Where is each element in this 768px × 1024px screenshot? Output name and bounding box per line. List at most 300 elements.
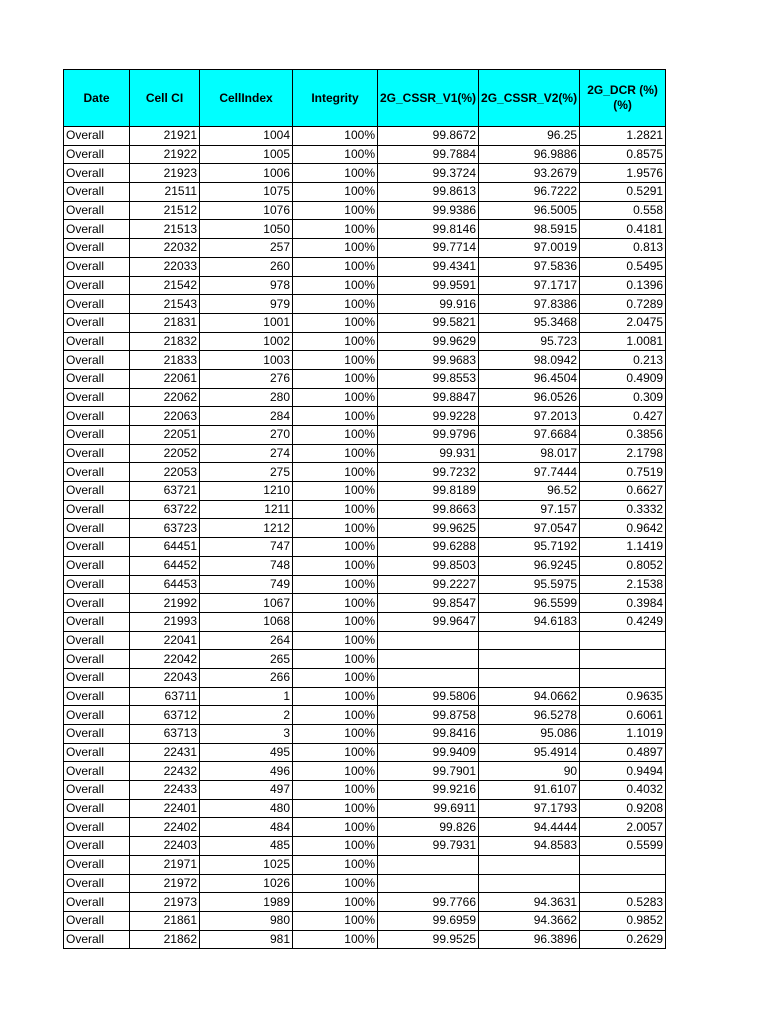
cssr-v1-cell: 99.9683 <box>378 351 479 370</box>
dcr-cell: 0.9635 <box>580 687 666 706</box>
cell-index-cell: 1989 <box>200 893 293 912</box>
cssr-v2-cell: 96.5278 <box>479 706 580 725</box>
table-row <box>64 127 666 146</box>
cell-ci-cell: 22033 <box>130 257 200 276</box>
header-cssr-v2: 2G_CSSR_V2(%) <box>479 70 580 127</box>
table-row <box>64 388 666 407</box>
cell-index-cell: 978 <box>200 276 293 295</box>
dcr-cell: 0.213 <box>580 351 666 370</box>
table-row <box>64 220 666 239</box>
integrity-cell: 100% <box>293 575 378 594</box>
integrity-cell: 100% <box>293 444 378 463</box>
table-row <box>64 930 666 949</box>
date-cell: Overall <box>64 650 130 669</box>
dcr-cell: 0.5599 <box>580 837 666 856</box>
cell-ci-cell: 22433 <box>130 781 200 800</box>
table-row <box>64 762 666 781</box>
cssr-v1-cell: 99.9386 <box>378 201 479 220</box>
cssr-v2-cell: 95.3468 <box>479 313 580 332</box>
dcr-cell: 0.6061 <box>580 706 666 725</box>
cell-index-cell: 1003 <box>200 351 293 370</box>
integrity-cell: 100% <box>293 855 378 874</box>
table-row <box>64 295 666 314</box>
cell-ci-cell: 21861 <box>130 911 200 930</box>
kpi-table <box>63 69 666 949</box>
table-row <box>64 519 666 538</box>
cell-index-cell: 1067 <box>200 594 293 613</box>
table-row <box>64 668 666 687</box>
table-row <box>64 257 666 276</box>
cell-index-cell: 1005 <box>200 145 293 164</box>
cssr-v2-cell: 95.723 <box>479 332 580 351</box>
date-cell: Overall <box>64 668 130 687</box>
cssr-v2-cell: 93.2679 <box>479 164 580 183</box>
table-row <box>64 276 666 295</box>
cell-index-cell: 748 <box>200 556 293 575</box>
integrity-cell: 100% <box>293 407 378 426</box>
dcr-cell <box>580 855 666 874</box>
cssr-v2-cell: 94.3662 <box>479 911 580 930</box>
cell-ci-cell: 22401 <box>130 799 200 818</box>
table-row <box>64 369 666 388</box>
cell-index-cell: 1 <box>200 687 293 706</box>
cell-ci-cell: 63711 <box>130 687 200 706</box>
dcr-cell: 0.9208 <box>580 799 666 818</box>
cssr-v1-cell: 99.9629 <box>378 332 479 351</box>
cssr-v2-cell <box>479 650 580 669</box>
integrity-cell: 100% <box>293 164 378 183</box>
date-cell: Overall <box>64 556 130 575</box>
cssr-v2-cell: 98.5915 <box>479 220 580 239</box>
table-row <box>64 444 666 463</box>
cssr-v2-cell <box>479 631 580 650</box>
table-row <box>64 725 666 744</box>
cssr-v2-cell: 90 <box>479 762 580 781</box>
date-cell: Overall <box>64 276 130 295</box>
cell-ci-cell: 21921 <box>130 127 200 146</box>
date-cell: Overall <box>64 930 130 949</box>
dcr-cell: 0.3984 <box>580 594 666 613</box>
integrity-cell: 100% <box>293 612 378 631</box>
table-row <box>64 743 666 762</box>
date-cell: Overall <box>64 201 130 220</box>
cell-ci-cell: 22403 <box>130 837 200 856</box>
dcr-cell: 0.7519 <box>580 463 666 482</box>
cssr-v1-cell: 99.9647 <box>378 612 479 631</box>
cell-ci-cell: 21833 <box>130 351 200 370</box>
integrity-cell: 100% <box>293 837 378 856</box>
cell-ci-cell: 22041 <box>130 631 200 650</box>
date-cell: Overall <box>64 239 130 258</box>
cell-ci-cell: 64451 <box>130 538 200 557</box>
header-row <box>64 70 666 127</box>
dcr-cell: 0.9852 <box>580 911 666 930</box>
cell-index-cell: 1050 <box>200 220 293 239</box>
cssr-v2-cell: 96.0526 <box>479 388 580 407</box>
cssr-v2-cell: 94.0662 <box>479 687 580 706</box>
integrity-cell: 100% <box>293 201 378 220</box>
cssr-v1-cell: 99.7901 <box>378 762 479 781</box>
cell-index-cell: 1076 <box>200 201 293 220</box>
cell-ci-cell: 63722 <box>130 500 200 519</box>
cssr-v2-cell: 94.4444 <box>479 818 580 837</box>
dcr-cell: 0.4032 <box>580 781 666 800</box>
table-row <box>64 145 666 164</box>
integrity-cell: 100% <box>293 332 378 351</box>
cssr-v1-cell: 99.5821 <box>378 313 479 332</box>
integrity-cell: 100% <box>293 482 378 501</box>
integrity-cell: 100% <box>293 276 378 295</box>
cssr-v1-cell: 99.8613 <box>378 183 479 202</box>
cssr-v1-cell: 99.6911 <box>378 799 479 818</box>
dcr-cell: 0.8052 <box>580 556 666 575</box>
cssr-v2-cell: 95.7192 <box>479 538 580 557</box>
cell-index-cell: 480 <box>200 799 293 818</box>
cssr-v1-cell: 99.6959 <box>378 911 479 930</box>
cell-index-cell: 495 <box>200 743 293 762</box>
integrity-cell: 100% <box>293 743 378 762</box>
integrity-cell: 100% <box>293 351 378 370</box>
table-row <box>64 874 666 893</box>
cssr-v1-cell: 99.9591 <box>378 276 479 295</box>
table-row <box>64 893 666 912</box>
integrity-cell: 100% <box>293 538 378 557</box>
cssr-v2-cell: 91.6107 <box>479 781 580 800</box>
dcr-cell <box>580 650 666 669</box>
cell-index-cell: 747 <box>200 538 293 557</box>
dcr-cell: 1.0081 <box>580 332 666 351</box>
date-cell: Overall <box>64 145 130 164</box>
cssr-v1-cell: 99.8553 <box>378 369 479 388</box>
cssr-v1-cell: 99.9228 <box>378 407 479 426</box>
cell-index-cell: 1026 <box>200 874 293 893</box>
date-cell: Overall <box>64 127 130 146</box>
dcr-cell <box>580 874 666 893</box>
cssr-v2-cell: 97.157 <box>479 500 580 519</box>
dcr-cell: 0.4909 <box>580 369 666 388</box>
dcr-cell: 0.7289 <box>580 295 666 314</box>
cssr-v1-cell: 99.8847 <box>378 388 479 407</box>
table-row <box>64 818 666 837</box>
table-row <box>64 183 666 202</box>
cell-ci-cell: 21922 <box>130 145 200 164</box>
integrity-cell: 100% <box>293 594 378 613</box>
date-cell: Overall <box>64 519 130 538</box>
header-cell-ci: Cell CI <box>130 70 200 127</box>
table-row <box>64 500 666 519</box>
cssr-v2-cell: 95.5975 <box>479 575 580 594</box>
dcr-cell: 0.5495 <box>580 257 666 276</box>
cell-ci-cell: 21831 <box>130 313 200 332</box>
date-cell: Overall <box>64 893 130 912</box>
cell-ci-cell: 22042 <box>130 650 200 669</box>
integrity-cell: 100% <box>293 369 378 388</box>
cssr-v2-cell: 94.3631 <box>479 893 580 912</box>
cell-ci-cell: 21862 <box>130 930 200 949</box>
table-row <box>64 855 666 874</box>
date-cell: Overall <box>64 594 130 613</box>
cssr-v2-cell: 97.1717 <box>479 276 580 295</box>
cell-index-cell: 1210 <box>200 482 293 501</box>
cssr-v1-cell: 99.8663 <box>378 500 479 519</box>
cell-ci-cell: 21971 <box>130 855 200 874</box>
cell-index-cell: 485 <box>200 837 293 856</box>
dcr-cell: 0.6627 <box>580 482 666 501</box>
cssr-v2-cell: 96.7222 <box>479 183 580 202</box>
cssr-v2-cell <box>479 668 580 687</box>
cssr-v1-cell: 99.9796 <box>378 426 479 445</box>
cell-ci-cell: 22062 <box>130 388 200 407</box>
dcr-cell: 0.309 <box>580 388 666 407</box>
cssr-v1-cell: 99.3724 <box>378 164 479 183</box>
cssr-v1-cell: 99.9625 <box>378 519 479 538</box>
cell-ci-cell: 21832 <box>130 332 200 351</box>
cell-index-cell: 260 <box>200 257 293 276</box>
cell-ci-cell: 22432 <box>130 762 200 781</box>
cell-ci-cell: 21542 <box>130 276 200 295</box>
date-cell: Overall <box>64 500 130 519</box>
integrity-cell: 100% <box>293 500 378 519</box>
dcr-cell: 0.4897 <box>580 743 666 762</box>
table-row <box>64 556 666 575</box>
table-row <box>64 687 666 706</box>
date-cell: Overall <box>64 911 130 930</box>
dcr-cell <box>580 631 666 650</box>
cssr-v1-cell: 99.9525 <box>378 930 479 949</box>
dcr-cell: 0.2629 <box>580 930 666 949</box>
cell-index-cell: 257 <box>200 239 293 258</box>
cell-index-cell: 276 <box>200 369 293 388</box>
integrity-cell: 100% <box>293 706 378 725</box>
cssr-v2-cell: 96.25 <box>479 127 580 146</box>
dcr-cell: 1.1019 <box>580 725 666 744</box>
table-row <box>64 594 666 613</box>
cell-ci-cell: 21511 <box>130 183 200 202</box>
table-row <box>64 407 666 426</box>
integrity-cell: 100% <box>293 762 378 781</box>
cssr-v2-cell: 96.9886 <box>479 145 580 164</box>
cell-index-cell: 980 <box>200 911 293 930</box>
cssr-v2-cell: 96.3896 <box>479 930 580 949</box>
cell-ci-cell: 63712 <box>130 706 200 725</box>
cell-ci-cell: 22402 <box>130 818 200 837</box>
integrity-cell: 100% <box>293 313 378 332</box>
cssr-v1-cell: 99.5806 <box>378 687 479 706</box>
cssr-v2-cell: 96.5005 <box>479 201 580 220</box>
date-cell: Overall <box>64 799 130 818</box>
cell-index-cell: 266 <box>200 668 293 687</box>
date-cell: Overall <box>64 837 130 856</box>
cell-ci-cell: 22431 <box>130 743 200 762</box>
cell-index-cell: 981 <box>200 930 293 949</box>
cell-index-cell: 1006 <box>200 164 293 183</box>
integrity-cell: 100% <box>293 295 378 314</box>
cell-index-cell: 265 <box>200 650 293 669</box>
cell-ci-cell: 21972 <box>130 874 200 893</box>
date-cell: Overall <box>64 407 130 426</box>
cssr-v1-cell: 99.2227 <box>378 575 479 594</box>
cell-ci-cell: 21513 <box>130 220 200 239</box>
date-cell: Overall <box>64 313 130 332</box>
date-cell: Overall <box>64 855 130 874</box>
date-cell: Overall <box>64 631 130 650</box>
cell-index-cell: 979 <box>200 295 293 314</box>
integrity-cell: 100% <box>293 463 378 482</box>
cell-ci-cell: 21993 <box>130 612 200 631</box>
table-row <box>64 164 666 183</box>
cell-ci-cell: 21973 <box>130 893 200 912</box>
date-cell: Overall <box>64 874 130 893</box>
table-row <box>64 575 666 594</box>
date-cell: Overall <box>64 295 130 314</box>
cssr-v1-cell: 99.7714 <box>378 239 479 258</box>
table-row <box>64 781 666 800</box>
cssr-v1-cell: 99.7931 <box>378 837 479 856</box>
date-cell: Overall <box>64 351 130 370</box>
cell-index-cell: 1068 <box>200 612 293 631</box>
date-cell: Overall <box>64 538 130 557</box>
cssr-v1-cell: 99.8189 <box>378 482 479 501</box>
dcr-cell: 0.5283 <box>580 893 666 912</box>
integrity-cell: 100% <box>293 239 378 258</box>
integrity-cell: 100% <box>293 519 378 538</box>
cssr-v2-cell: 98.0942 <box>479 351 580 370</box>
date-cell: Overall <box>64 575 130 594</box>
cell-ci-cell: 21512 <box>130 201 200 220</box>
date-cell: Overall <box>64 444 130 463</box>
date-cell: Overall <box>64 612 130 631</box>
header-dcr: 2G_DCR (%)(%) <box>580 70 666 127</box>
integrity-cell: 100% <box>293 818 378 837</box>
table-row <box>64 706 666 725</box>
integrity-cell: 100% <box>293 183 378 202</box>
cssr-v2-cell: 97.0547 <box>479 519 580 538</box>
table-row <box>64 911 666 930</box>
date-cell: Overall <box>64 463 130 482</box>
cell-index-cell: 1004 <box>200 127 293 146</box>
cell-index-cell: 2 <box>200 706 293 725</box>
cssr-v1-cell: 99.8758 <box>378 706 479 725</box>
cell-index-cell: 496 <box>200 762 293 781</box>
dcr-cell: 1.1419 <box>580 538 666 557</box>
table-row <box>64 313 666 332</box>
integrity-cell: 100% <box>293 145 378 164</box>
table-row <box>64 538 666 557</box>
dcr-cell: 1.9576 <box>580 164 666 183</box>
cell-ci-cell: 64453 <box>130 575 200 594</box>
date-cell: Overall <box>64 257 130 276</box>
cssr-v2-cell <box>479 855 580 874</box>
date-cell: Overall <box>64 220 130 239</box>
date-cell: Overall <box>64 706 130 725</box>
cssr-v1-cell: 99.916 <box>378 295 479 314</box>
date-cell: Overall <box>64 687 130 706</box>
date-cell: Overall <box>64 781 130 800</box>
date-cell: Overall <box>64 164 130 183</box>
cssr-v2-cell: 97.2013 <box>479 407 580 426</box>
integrity-cell: 100% <box>293 127 378 146</box>
dcr-cell: 2.0057 <box>580 818 666 837</box>
cssr-v1-cell <box>378 650 479 669</box>
dcr-cell: 0.9642 <box>580 519 666 538</box>
cell-index-cell: 1212 <box>200 519 293 538</box>
cssr-v1-cell: 99.7766 <box>378 893 479 912</box>
cssr-v2-cell: 96.4504 <box>479 369 580 388</box>
integrity-cell: 100% <box>293 725 378 744</box>
date-cell: Overall <box>64 818 130 837</box>
cssr-v2-cell: 97.6684 <box>479 426 580 445</box>
cell-ci-cell: 22061 <box>130 369 200 388</box>
integrity-cell: 100% <box>293 650 378 669</box>
header-integrity: Integrity <box>293 70 378 127</box>
integrity-cell: 100% <box>293 220 378 239</box>
cssr-v1-cell: 99.4341 <box>378 257 479 276</box>
header-date: Date <box>64 70 130 127</box>
cssr-v1-cell: 99.7884 <box>378 145 479 164</box>
cssr-v1-cell: 99.8146 <box>378 220 479 239</box>
dcr-cell: 0.3856 <box>580 426 666 445</box>
cssr-v2-cell: 97.5836 <box>479 257 580 276</box>
cssr-v1-cell <box>378 668 479 687</box>
cssr-v2-cell: 96.5599 <box>479 594 580 613</box>
table-row <box>64 799 666 818</box>
date-cell: Overall <box>64 369 130 388</box>
dcr-cell: 0.558 <box>580 201 666 220</box>
integrity-cell: 100% <box>293 893 378 912</box>
cssr-v2-cell: 96.52 <box>479 482 580 501</box>
cell-index-cell: 274 <box>200 444 293 463</box>
table-row <box>64 631 666 650</box>
dcr-cell: 0.5291 <box>580 183 666 202</box>
dcr-cell: 0.3332 <box>580 500 666 519</box>
dcr-cell: 0.4249 <box>580 612 666 631</box>
dcr-cell: 2.0475 <box>580 313 666 332</box>
cell-ci-cell: 21543 <box>130 295 200 314</box>
table-row <box>64 201 666 220</box>
table-row <box>64 239 666 258</box>
table-body <box>64 127 666 949</box>
cssr-v1-cell: 99.8416 <box>378 725 479 744</box>
cell-index-cell: 1211 <box>200 500 293 519</box>
date-cell: Overall <box>64 743 130 762</box>
integrity-cell: 100% <box>293 426 378 445</box>
cell-index-cell: 264 <box>200 631 293 650</box>
header-cell-index: CellIndex <box>200 70 293 127</box>
date-cell: Overall <box>64 332 130 351</box>
table-row <box>64 837 666 856</box>
cell-ci-cell: 22052 <box>130 444 200 463</box>
cell-ci-cell: 22053 <box>130 463 200 482</box>
table-row <box>64 650 666 669</box>
integrity-cell: 100% <box>293 687 378 706</box>
cell-index-cell: 275 <box>200 463 293 482</box>
cssr-v2-cell: 97.1793 <box>479 799 580 818</box>
cell-ci-cell: 22043 <box>130 668 200 687</box>
integrity-cell: 100% <box>293 930 378 949</box>
cssr-v2-cell: 95.4914 <box>479 743 580 762</box>
date-cell: Overall <box>64 482 130 501</box>
dcr-cell: 0.9494 <box>580 762 666 781</box>
cssr-v1-cell: 99.7232 <box>378 463 479 482</box>
cell-index-cell: 749 <box>200 575 293 594</box>
cssr-v1-cell: 99.8672 <box>378 127 479 146</box>
integrity-cell: 100% <box>293 556 378 575</box>
cell-ci-cell: 22051 <box>130 426 200 445</box>
table-row <box>64 351 666 370</box>
cell-ci-cell: 63713 <box>130 725 200 744</box>
cssr-v1-cell: 99.9216 <box>378 781 479 800</box>
cssr-v2-cell: 94.6183 <box>479 612 580 631</box>
